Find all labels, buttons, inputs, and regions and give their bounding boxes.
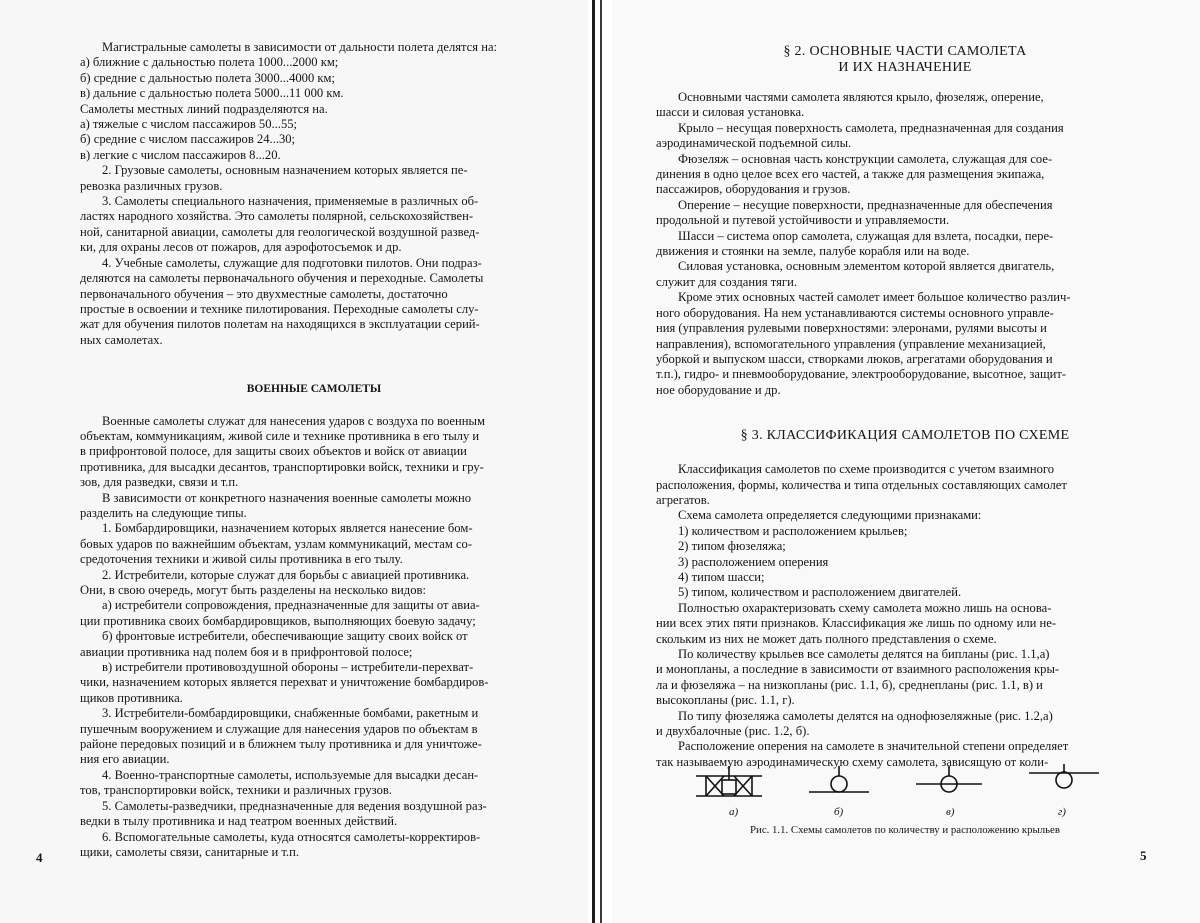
text-line: б) средние с числом пассажиров 24...30; (80, 132, 296, 147)
high-wing-scheme (1029, 764, 1099, 788)
text-line: высокопланы (рис. 1.1, г). (656, 693, 795, 708)
text-line: Оперение – несущие поверхности, предназначенные для обеспечения (678, 197, 1053, 212)
text-line: простые в освоении и технике пилотирования. Переходные самолеты слу- (80, 301, 479, 316)
text-line: Шасси – система опор самолета, служащая для взлета, посадки, пере- (678, 228, 1054, 243)
text-line: динения в одно целое всех его частей, а также для размещения экипажа, (656, 167, 1045, 182)
text-line: так называемую аэродинамическую схему самолета, зависящую от коли- (656, 754, 1049, 769)
text-line: 1) количеством и расположением крыльев; (678, 523, 908, 538)
text-line: районе передовых позиций и в ближнем тылу противника и для уничтоже- (80, 737, 482, 752)
page-number-right: 5 (1140, 848, 1147, 863)
text-line: 4) типом шасси; (678, 569, 765, 584)
text-line: и монопланы, а последние в зависимости от взаимного расположения кры- (656, 662, 1060, 677)
text-line: 6. Вспомогательные самолеты, куда относятся самолеты-корректиров- (102, 829, 481, 844)
text-line: аэродинамической подъемной силы. (656, 136, 852, 151)
text-line: б) средние с дальностью полета 3000...4000 км; (80, 70, 335, 85)
text-line: б) фронтовые истребители, обеспечивающие защиту своих войск от (102, 629, 468, 644)
text-line: а) тяжелые с числом пассажиров 50...55; (80, 117, 298, 132)
text-line: ной, санитарной авиации, самолеты для геологической воздушной развед- (80, 224, 480, 239)
text-line: 3. Самолеты специального назначения, применяемые в различных об- (102, 194, 479, 209)
right-page (612, 0, 1200, 923)
text-line: 2. Грузовые самолеты, основным назначением которых является пе- (102, 163, 468, 178)
biplane-scheme (696, 766, 762, 796)
figure-label-c: в) (946, 806, 955, 818)
text-line: Кроме этих основных частей самолет имеет большое количество различ- (678, 290, 1071, 305)
text-line: Фюзеляж – основная часть конструкции самолета, служащая для сое- (678, 151, 1053, 166)
text-line: пассажиров, оборудования и грузов. (656, 182, 851, 197)
text-line: 4. Учебные самолеты, служащие для подготовки пилотов. Они подраз- (102, 255, 482, 270)
text-line: 1. Бомбардировщики, назначением которых является нанесение бом- (102, 521, 473, 536)
text-line: ки, для охраны лесов от пожаров, для аэрофотосъемок и др. (80, 240, 402, 255)
text-line: а) истребители сопровождения, предназначенные для защиты от авиа- (102, 598, 480, 613)
text-line: средоточения техники и живой силы противника в его тылу. (80, 552, 403, 567)
text-line: 4. Военно-транспортные самолеты, используемые для высадки десан- (102, 767, 479, 782)
text-line: в) легкие с числом пассажиров 8...20. (80, 147, 281, 162)
text-line: Крыло – несущая поверхность самолета, предназначенная для создания (678, 120, 1064, 135)
left-page (0, 0, 588, 923)
text-line: 2) типом фюзеляжа; (678, 539, 786, 554)
text-line: в прифронтовой полосе, для защиты своих объектов и войск от авиации (80, 444, 467, 459)
text-line: зов, для разведки, связи и т.п. (80, 475, 239, 490)
text-line: направления), вспомогательного управления (управление механизацией, (656, 336, 1046, 351)
text-line: ластях народного хозяйства. Это самолеты полярной, сельскохозяйствен- (80, 209, 474, 224)
text-line: 5. Самолеты-разведчики, предназначенные для ведения воздушной раз- (102, 798, 487, 813)
text-line: тов, транспортировки войск, техники и различных грузов. (80, 783, 392, 798)
text-line: в) дальние с дальностью полета 5000...11 000 км. (80, 86, 344, 101)
right-block-classification (656, 462, 1154, 770)
text-line: Силовая установка, основным элементом которой является двигатель, (678, 259, 1055, 274)
text-line: По типу фюзеляжа самолеты делятся на однофюзеляжные (рис. 1.2,а) (678, 708, 1053, 723)
section2-title-line1: § 2. ОСНОВНЫЕ ЧАСТИ САМОЛЕТА (783, 44, 1027, 59)
text-line: нии всех этих пяти признаков. Классификация же лишь по одному или не- (656, 616, 1057, 631)
text-line: В зависимости от конкретного назначения военные самолеты можно (102, 490, 471, 505)
text-line: в) истребители противовоздушной обороны – истребители-перехват- (102, 660, 474, 675)
text-line: 3) расположением оперения (678, 554, 829, 569)
text-line: Военные самолеты служат для нанесения ударов с воздуха по военным (102, 413, 485, 428)
text-line: ных самолетах. (80, 332, 163, 347)
page-number-left: 4 (36, 850, 43, 865)
text-line: агрегатов. (656, 492, 710, 507)
text-line: ревозка различных грузов. (80, 178, 223, 193)
text-line: 5) типом, количеством и расположением двигателей. (678, 585, 962, 600)
figure-label-a: а) (729, 806, 739, 818)
right-text-column (656, 44, 1154, 770)
text-line: уборкой и выпуском шасси, створками люков, агрегатами оборудования и (656, 351, 1053, 366)
text-line: разделить на следующие типы. (80, 505, 247, 520)
text-line: Магистральные самолеты в зависимости от дальности полета делятся на: (102, 40, 498, 54)
text-line: бовых ударов по важнейшим объектам, узлам коммуникаций, местам со- (80, 536, 473, 551)
text-line: 3. Истребители-бомбардировщики, снабженные бомбами, ракетным и (102, 706, 479, 721)
text-line: Расположение оперения на самолете в значительной степени определяет (678, 739, 1069, 754)
text-line: шасси и силовая установка. (656, 105, 805, 120)
text-line: объектам, коммуникациям, живой силе и технике противника в его тылу и (80, 428, 480, 443)
text-line: авиации противника над полем боя и в прифронтовой полосе; (80, 644, 413, 659)
text-line: деляются на самолеты первоначального обучения и переходные. Самолеты (80, 271, 484, 286)
military-subheading: ВОЕННЫЕ САМОЛЕТЫ (246, 383, 382, 396)
text-line: ное оборудование и др. (656, 382, 781, 397)
text-line: ведки в тылу противника и над театром военных действий. (80, 814, 398, 829)
text-line: пушечным вооружением и служащие для нанесения ударов по объектам в (80, 721, 478, 736)
text-line: противника, для высадки десантов, транспортировки войск, техники и гру- (80, 459, 484, 474)
text-line: Схема самолета определяется следующими признаками: (678, 508, 982, 523)
section3-title: § 3. КЛАССИФИКАЦИЯ САМОЛЕТОВ ПО СХЕМЕ (740, 428, 1070, 444)
text-line: Они, в свою очередь, могут быть разделены на несколько видов: (80, 583, 426, 597)
book-gutter (588, 0, 612, 923)
figure-label-d: г) (1058, 806, 1066, 818)
text-line: По количеству крыльев все самолеты делятся на бипланы (рис. 1.1,а) (678, 647, 1050, 661)
left-block-civil (80, 40, 548, 348)
text-line: щиков противника. (80, 690, 183, 705)
text-line: ла и фюзеляжа – на низкопланы (рис. 1.1, б), среднепланы (рис. 1.1, в) и (656, 677, 1043, 692)
text-line: т.п.), гидро- и пневмооборудование, электрооборудование, высотное, защит- (656, 367, 1067, 382)
figure-caption: Рис. 1.1. Схемы самолетов по количеству и расположению крыльев (750, 824, 1060, 836)
text-line: ции противника своих бомбардировщиков, выполняющих боевую задачу; (80, 613, 476, 628)
text-line: ного оборудования. На нем устанавливаются системы основного управле- (656, 305, 1054, 320)
text-line: расположения, формы, количества и типа отдельных составляющих самолет (656, 477, 1067, 492)
text-line: Полностью охарактеризовать схему самолета можно лишь на основа- (678, 600, 1052, 615)
text-line: первоначального обучения – это двухместные самолеты, достаточно (80, 286, 448, 301)
text-line: щики, самолеты связи, санитарные и т.п. (80, 844, 299, 859)
text-line: продольной и путевой устойчивости и управляемости. (656, 213, 950, 228)
text-line: жат для обучения пилотов полетам на находящихся в эксплуатации серий- (80, 317, 480, 332)
text-line: движения и стоянки на земле, палубе корабля или на воде. (656, 244, 970, 259)
low-wing-scheme (809, 766, 869, 792)
text-line: а) ближние с дальностью полета 1000...2000 км; (80, 55, 339, 70)
text-line: ния (управления рулевыми поверхностями: элеронами, рулями высоты и (656, 321, 1047, 336)
right-block-parts (656, 90, 1154, 398)
text-line: Классификация самолетов по схеме производится с учетом взаимного (678, 462, 1055, 477)
mid-wing-scheme (916, 766, 982, 792)
text-line: Основными частями самолета являются крыло, фюзеляж, оперение, (678, 90, 1044, 104)
text-line: чики, назначением которых является перехват и уничтожение бомбардиров- (80, 675, 489, 690)
text-line: Самолеты местных линий подразделяются на. (80, 101, 328, 116)
left-text-column (80, 40, 548, 860)
text-line: и двухбалочные (рис. 1.2, б). (656, 724, 810, 739)
text-line: скольким из них не может дать полного представления о схеме. (656, 631, 997, 646)
text-line: ния его авиации. (80, 752, 170, 767)
text-line: служит для создания тяги. (656, 274, 797, 289)
section2-title-line2: И ИХ НАЗНАЧЕНИЕ (838, 60, 972, 75)
figure-label-b: б) (834, 806, 844, 818)
text-line: 2. Истребители, которые служат для борьбы с авиацией противника. (102, 567, 470, 582)
left-block-military (80, 414, 548, 861)
